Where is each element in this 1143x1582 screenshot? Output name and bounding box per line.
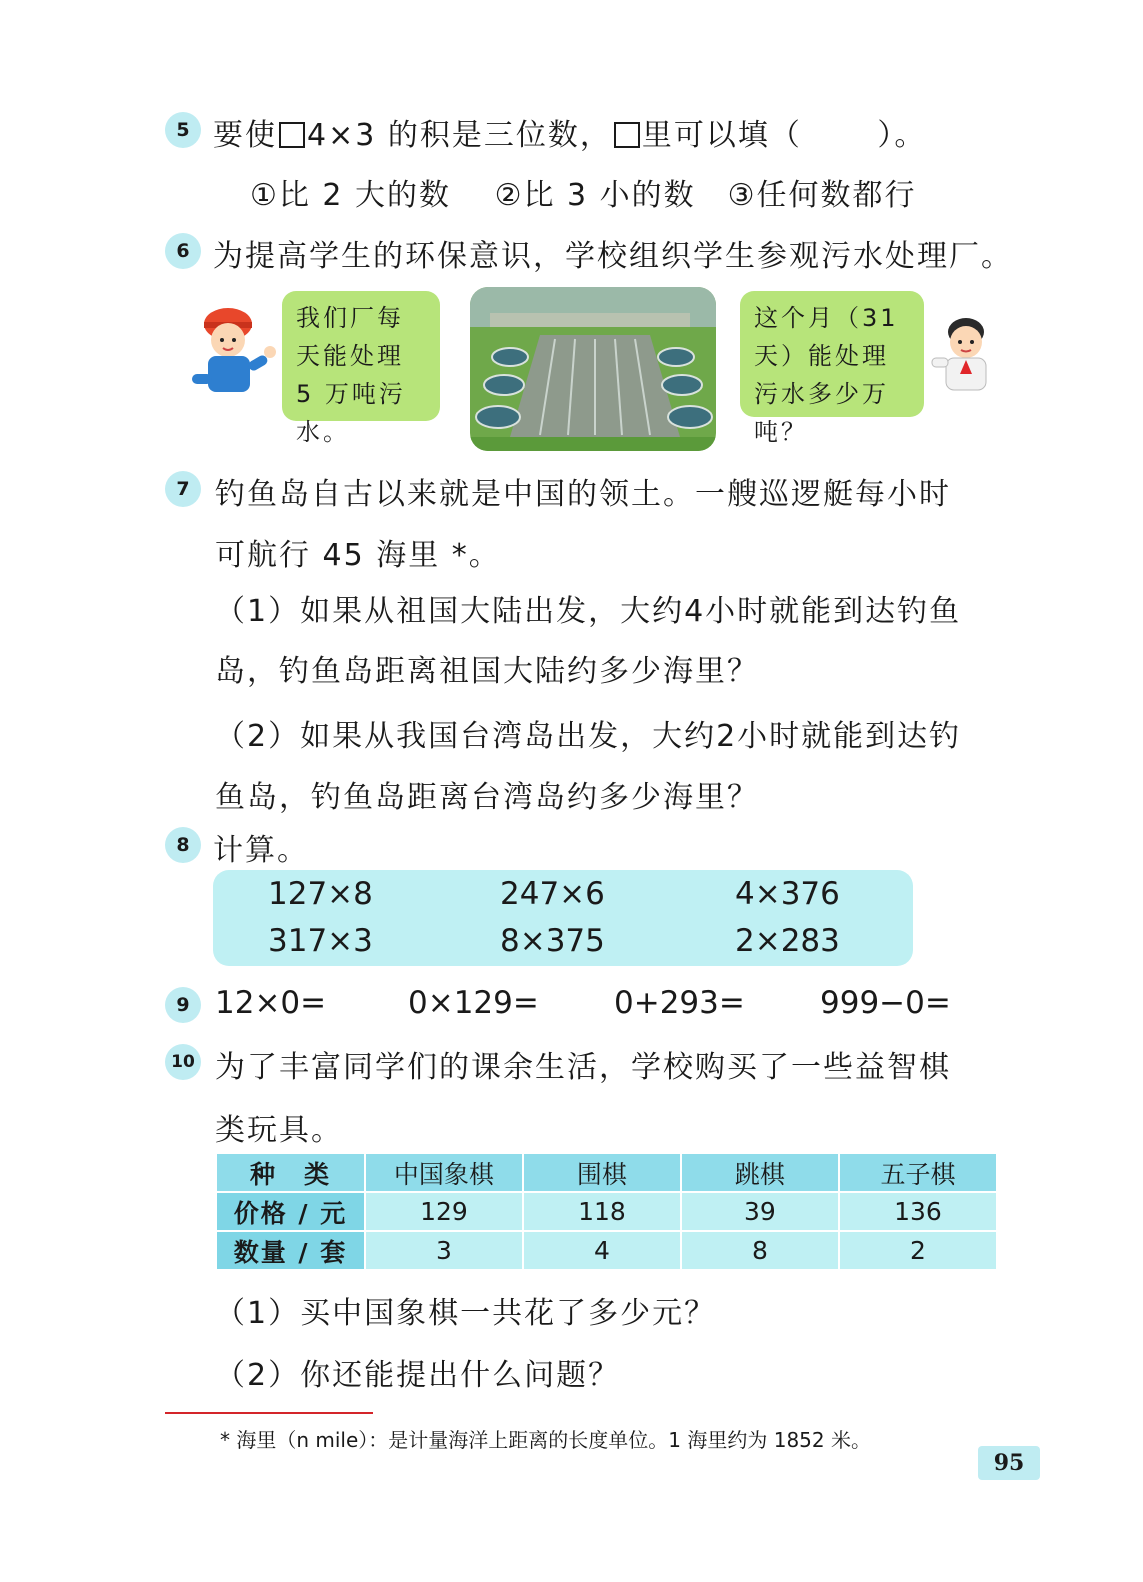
calc-item: 247×6 <box>500 876 605 912</box>
q5-part1: 要使 <box>213 118 277 153</box>
table-header-cell: 跳棋 <box>682 1154 838 1191</box>
blank-box-icon <box>279 122 305 148</box>
toy-price-table <box>215 1152 998 1271</box>
student-illustration <box>930 312 1002 392</box>
table-header-cell: 围棋 <box>524 1154 680 1191</box>
footnote-divider <box>165 1412 373 1414</box>
question-7-sub1-line1: （1）如果从祖国大陆出发，大约4小时就能到达钓鱼 <box>215 594 962 629</box>
oral-calc-item: 12×0= <box>215 985 327 1021</box>
calc-item: 127×8 <box>268 876 373 912</box>
question-number-7: 7 <box>165 471 201 507</box>
question-10-line2: 类玩具。 <box>215 1113 343 1148</box>
oral-calc-item: 999−0= <box>820 985 951 1021</box>
footnote: * 海里（n mile）：是计量海洋上距离的长度单位。1 海里约为 1852 米。 <box>220 1428 871 1452</box>
question-5-text <box>213 110 926 154</box>
worker-illustration <box>186 300 282 400</box>
calc-item: 4×376 <box>735 876 840 912</box>
row-label-price: 价格 / 元 <box>217 1193 364 1230</box>
calc-item: 317×3 <box>268 923 373 959</box>
table-header-cell: 五子棋 <box>840 1154 996 1191</box>
question-10-sub1: （1）买中国象棋一共花了多少元？ <box>215 1296 717 1331</box>
table-header-row <box>217 1154 996 1191</box>
page-number: 95 <box>978 1446 1040 1480</box>
table-row <box>217 1193 996 1230</box>
oral-calc-item: 0+293= <box>614 985 745 1021</box>
question-8-text: 计算。 <box>213 833 309 868</box>
question-5-options: ①比 2 大的数 ②比 3 小的数 ③任何数都行 <box>250 178 917 213</box>
question-7-sub1-line2: 岛，钓鱼岛距离祖国大陆约多少海里？ <box>215 654 759 689</box>
question-7-sub2-line2: 鱼岛，钓鱼岛距离台湾岛约多少海里？ <box>215 780 759 815</box>
blank-box-icon <box>614 122 640 148</box>
table-cell: 136 <box>840 1193 996 1230</box>
table-cell: 129 <box>366 1193 522 1230</box>
table-cell: 3 <box>366 1232 522 1269</box>
calc-item: 2×283 <box>735 923 840 959</box>
row-label-quantity: 数量 / 套 <box>217 1232 364 1269</box>
table-cell: 8 <box>682 1232 838 1269</box>
speech-bubble-worker: 我们厂每天能处理 5 万吨污水。 <box>282 291 440 421</box>
question-7-line2: 可航行 45 海里 *。 <box>215 538 501 573</box>
table-header-cell: 种 类 <box>217 1154 364 1191</box>
q5-part2: 4×3 的积是三位数， <box>307 118 612 153</box>
q5-part3: 里可以填（ ）。 <box>641 118 927 153</box>
question-7-line1: 钓鱼岛自古以来就是中国的领土。一艘巡逻艇每小时 <box>215 477 951 512</box>
table-header-cell: 中国象棋 <box>366 1154 522 1191</box>
question-number-9: 9 <box>165 987 201 1023</box>
table-cell: 2 <box>840 1232 996 1269</box>
question-number-8: 8 <box>165 827 201 863</box>
table-row <box>217 1232 996 1269</box>
question-number-5: 5 <box>165 112 201 148</box>
question-7-sub2-line1: （2）如果从我国台湾岛出发，大约2小时就能到达钓 <box>215 719 962 754</box>
question-6-text: 为提高学生的环保意识，学校组织学生参观污水处理厂。 <box>213 239 1013 274</box>
question-number-6: 6 <box>165 233 201 269</box>
question-10-line1: 为了丰富同学们的课余生活，学校购买了一些益智棋 <box>215 1050 951 1085</box>
question-number-10: 10 <box>165 1044 201 1080</box>
oral-calc-item: 0×129= <box>408 985 539 1021</box>
calc-item: 8×375 <box>500 923 605 959</box>
speech-bubble-student: 这个月（31天）能处理污水多少万吨？ <box>740 291 924 417</box>
table-cell: 118 <box>524 1193 680 1230</box>
table-cell: 4 <box>524 1232 680 1269</box>
question-10-sub2: （2）你还能提出什么问题？ <box>215 1358 621 1393</box>
sewage-plant-photo <box>470 287 716 451</box>
table-cell: 39 <box>682 1193 838 1230</box>
